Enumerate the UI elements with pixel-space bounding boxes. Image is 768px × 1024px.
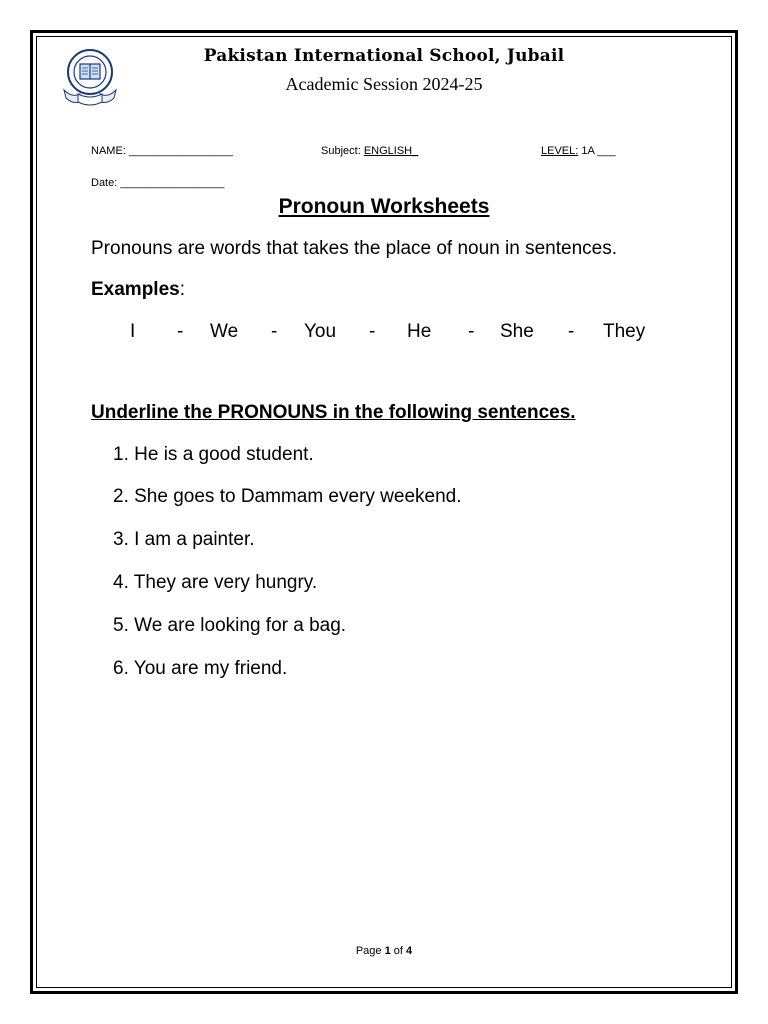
page-word: Page <box>355 945 382 957</box>
level-value: 1A ___ <box>581 145 616 157</box>
intro-text: Pronouns are words that takes the place of noun in sentences. <box>91 238 617 259</box>
page-of-word: of <box>393 945 403 957</box>
page-current: 1 <box>384 945 391 957</box>
name-line: _________________ <box>128 145 233 157</box>
pronoun-you: You <box>304 321 337 342</box>
instruction-heading: Underline the PRONOUNS in the following sentences. <box>91 402 576 423</box>
subject-value: ENGLISH_ <box>363 145 419 157</box>
worksheet-title: Pronoun Worksheets <box>278 195 490 218</box>
pronoun-separator: - <box>568 321 575 342</box>
sentence-item: 5. We are looking for a bag. <box>113 615 347 636</box>
pronoun-separator: - <box>177 321 184 342</box>
level-label: LEVEL: <box>541 145 579 157</box>
academic-session: Academic Session 2024-25 <box>285 74 483 94</box>
page-footer <box>0 945 768 957</box>
sentence-item: 2. She goes to Dammam every weekend. <box>113 486 462 507</box>
name-field <box>91 145 233 157</box>
level-field <box>541 145 616 157</box>
sentence-item: 4. They are very hungry. <box>113 572 318 593</box>
date-label: Date: <box>91 177 118 189</box>
pronoun-they: They <box>603 321 646 342</box>
pronoun-he: He <box>407 321 432 342</box>
examples-label: Examples <box>91 279 180 300</box>
pronoun-we: We <box>210 321 239 342</box>
pronoun-separator: - <box>468 321 475 342</box>
school-name: Pakistan International School, Jubail <box>203 46 565 66</box>
date-field <box>91 177 224 189</box>
pronoun-i: I <box>130 321 136 342</box>
pronoun-separator: - <box>271 321 278 342</box>
examples-heading <box>91 279 185 301</box>
subject-field <box>321 145 418 157</box>
page-total: 4 <box>406 945 413 957</box>
name-label: NAME: <box>91 145 126 157</box>
pronoun-she: She <box>500 321 534 342</box>
date-line: _________________ <box>120 177 225 189</box>
subject-label: Subject: <box>321 145 361 157</box>
pronoun-separator: - <box>369 321 376 342</box>
sentence-item: 3. I am a painter. <box>113 529 255 550</box>
sentence-item: 6. You are my friend. <box>113 658 288 679</box>
examples-colon: : <box>179 279 186 300</box>
sentence-item: 1. He is a good student. <box>113 444 314 465</box>
